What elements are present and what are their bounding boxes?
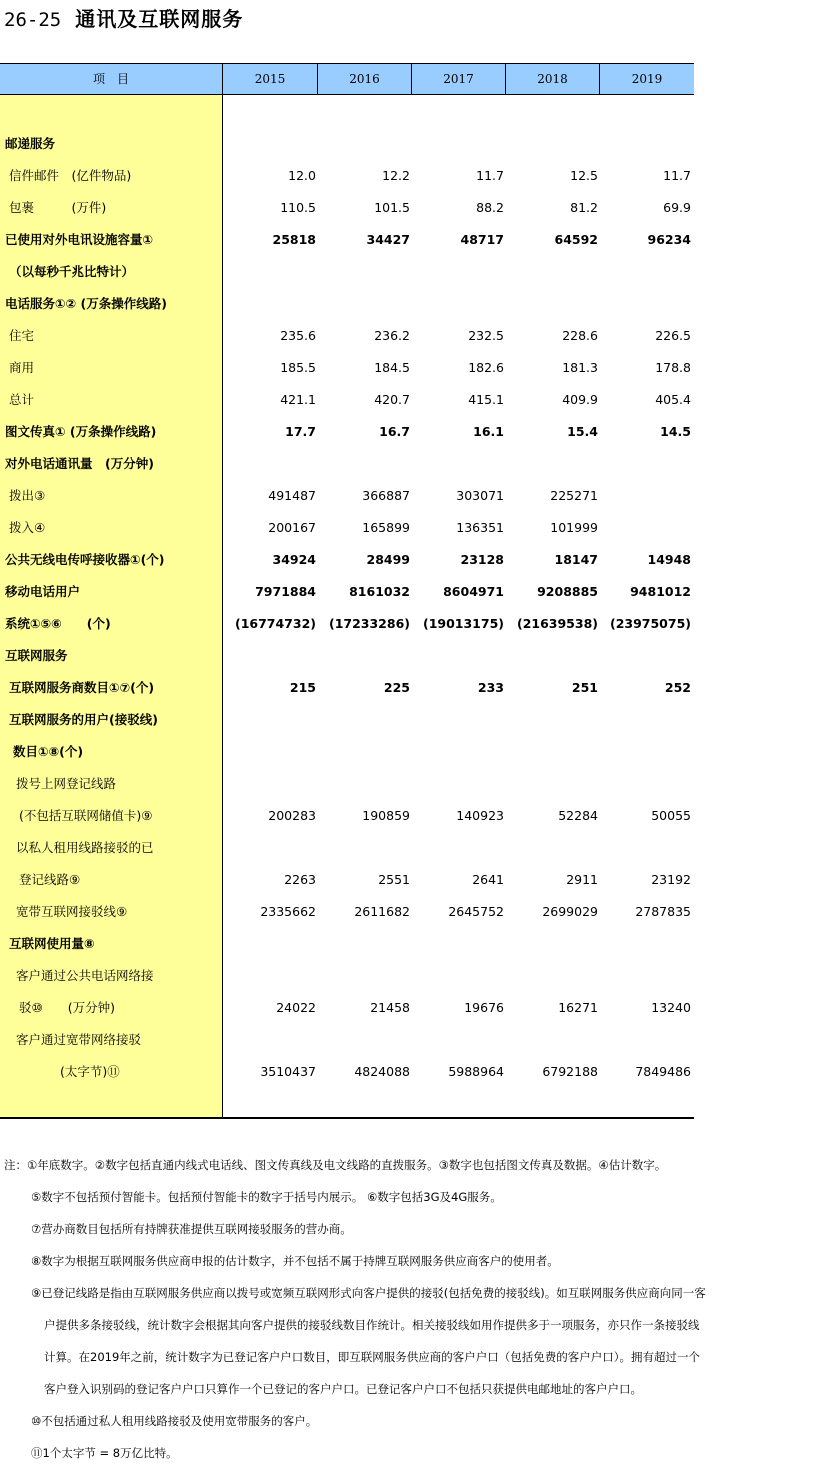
cell-value: 235.6 — [280, 328, 316, 343]
cell-value: 13240 — [651, 1000, 691, 1015]
cell-value — [226, 1024, 316, 1056]
cell-value: 232.5 — [468, 328, 504, 343]
cell-value: 2335662 — [260, 904, 316, 919]
cell-value — [601, 704, 691, 736]
cell-value: 16.1 — [473, 424, 504, 439]
cell-value: 34427 — [366, 232, 410, 247]
cell-value: 421.1 — [280, 392, 316, 407]
cell-value: 21458 — [370, 1000, 410, 1015]
table-row — [0, 928, 694, 960]
header-year: 2019 — [631, 72, 663, 86]
row-label: 商用 — [9, 360, 35, 375]
cell-value: 2911 — [566, 872, 598, 887]
cell-value: 420.7 — [374, 392, 410, 407]
row-label: 系统①⑤⑥ (个) — [5, 616, 111, 631]
row-label: 邮递服务 — [5, 136, 56, 151]
cell-value: 8604971 — [443, 584, 504, 599]
cell-value: 2641 — [472, 872, 504, 887]
table-row — [0, 224, 694, 256]
cell-value: 12.5 — [570, 168, 598, 183]
cell-value — [601, 288, 691, 320]
cell-value — [601, 256, 691, 288]
cell-value: 11.7 — [476, 168, 504, 183]
row-label: 数目①⑧(个) — [13, 744, 84, 759]
cell-value — [508, 640, 598, 672]
cell-value: 23128 — [460, 552, 504, 567]
table-row — [0, 192, 694, 224]
cell-value: (21639538) — [516, 616, 598, 631]
cell-value — [508, 928, 598, 960]
row-label: 包裹 (万件) — [9, 200, 107, 215]
cell-value: 64592 — [554, 232, 598, 247]
table-row — [0, 832, 694, 864]
row-label: 电话服务①② (万条操作线路) — [5, 296, 167, 311]
row-label: （以每秒千兆比特计） — [9, 264, 135, 279]
cell-value: 2699029 — [542, 904, 598, 919]
table-row — [0, 448, 694, 480]
cell-value: 252 — [664, 680, 691, 695]
cell-value — [601, 1024, 691, 1056]
cell-value — [320, 288, 410, 320]
cell-value: 185.5 — [280, 360, 316, 375]
cell-value: 181.3 — [562, 360, 598, 375]
header-year: 2016 — [349, 72, 380, 86]
table-row — [0, 992, 694, 1024]
table-row — [0, 320, 694, 352]
cell-value — [320, 832, 410, 864]
header-item: 项 目 — [92, 72, 129, 86]
header-year: 2017 — [443, 72, 474, 86]
cell-value: 2611682 — [354, 904, 410, 919]
cell-value: 136351 — [456, 520, 504, 535]
table-row — [0, 672, 694, 704]
row-label: 客户通过公共电话网络接 — [16, 968, 154, 983]
footnote-line: ⑤数字不包括预付智能卡。包括预付智能卡的数字于括号内展示。 ⑥数字包括3G及4G服务。 — [31, 1190, 502, 1204]
cell-value — [601, 832, 691, 864]
cell-value: 2645752 — [448, 904, 504, 919]
table-row — [0, 864, 694, 896]
row-label: 移动电话用户 — [5, 584, 81, 599]
cell-value: 12.0 — [288, 168, 316, 183]
cell-value: 88.2 — [476, 200, 504, 215]
cell-value: 184.5 — [374, 360, 410, 375]
table-row — [0, 640, 694, 672]
cell-value: 233 — [477, 680, 504, 695]
row-label: 登记线路⑨ — [19, 872, 81, 887]
cell-value — [601, 512, 691, 544]
footnote-line: 计算。在2019年之前，统计数字为已登记客户户口数目，即互联网服务供应商的客户户口（包括免费的客户户口）。拥有超过一个 — [44, 1350, 701, 1364]
cell-value — [226, 640, 316, 672]
cell-value — [320, 928, 410, 960]
footnote-line: ⑩不包括通过私人租用线路接驳及使用宽带服务的客户。 — [31, 1414, 318, 1428]
row-label: 互联网使用量⑧ — [9, 936, 95, 951]
cell-value — [508, 1024, 598, 1056]
cell-value — [601, 928, 691, 960]
row-label: 总计 — [9, 392, 35, 407]
cell-value — [226, 256, 316, 288]
cell-value — [414, 928, 504, 960]
table-row — [0, 416, 694, 448]
cell-value — [601, 768, 691, 800]
row-label: 已使用对外电讯设施容量① — [5, 232, 154, 247]
cell-value: 16271 — [558, 1000, 598, 1015]
table-row — [0, 480, 694, 512]
row-label: 拨出③ — [9, 488, 46, 503]
cell-value — [508, 768, 598, 800]
cell-value — [414, 704, 504, 736]
cell-value — [414, 640, 504, 672]
cell-value: (19013175) — [422, 616, 504, 631]
cell-value: 140923 — [456, 808, 504, 823]
cell-value — [414, 768, 504, 800]
footnote-line: ⑨已登记线路是指由互联网服务供应商以拨号或宽频互联网形式向客户提供的接驳(包括免费的接驳线)。如互联网服务供应商向同一客 — [31, 1286, 706, 1300]
row-label: 互联网服务商数目①⑦(个) — [9, 680, 155, 695]
footnote-line: ⑪1个太字节 = 8万亿比特。 — [31, 1446, 178, 1460]
cell-value — [226, 768, 316, 800]
cell-value — [601, 736, 691, 768]
cell-value — [508, 288, 598, 320]
cell-value — [414, 288, 504, 320]
row-label: 客户通过宽带网络接驳 — [16, 1032, 142, 1047]
cell-value — [601, 128, 691, 160]
row-label: (太字节)⑪ — [60, 1064, 120, 1079]
cell-value — [508, 256, 598, 288]
table-row — [0, 736, 694, 768]
table-row — [0, 384, 694, 416]
row-label: 公共无线电传呼接收器①(个) — [5, 552, 165, 567]
cell-value — [414, 960, 504, 992]
cell-value: 251 — [571, 680, 598, 695]
cell-value — [320, 960, 410, 992]
footnote-line: 注：①年底数字。②数字包括直通内线式电话线、图文传真线及电文线路的直拨服务。③数字也包括图文传真及数据。④估计数字。 — [4, 1158, 667, 1172]
table-row — [0, 896, 694, 928]
table-row — [0, 768, 694, 800]
row-label: 图文传真① (万条操作线路) — [5, 424, 157, 439]
table-header — [0, 63, 694, 95]
cell-value: 303071 — [456, 488, 504, 503]
table-row — [0, 160, 694, 192]
row-label: 互联网服务 — [5, 648, 68, 663]
cell-value: 9481012 — [630, 584, 691, 599]
cell-value: (17233286) — [328, 616, 410, 631]
cell-value — [414, 256, 504, 288]
cell-value — [320, 640, 410, 672]
cell-value — [414, 448, 504, 480]
row-label: 拨号上网登记线路 — [16, 776, 117, 791]
footnote-line: ⑧数字为根据互联网服务供应商申报的估计数字，并不包括不属于持牌互联网服务供应商客户的使用者。 — [31, 1254, 559, 1268]
cell-value: 7849486 — [635, 1064, 691, 1079]
header-year: 2015 — [254, 72, 286, 86]
cell-value — [320, 128, 410, 160]
cell-value: 18147 — [554, 552, 598, 567]
cell-value: 2551 — [378, 872, 410, 887]
table-row — [0, 960, 694, 992]
cell-value — [414, 736, 504, 768]
row-label: 宽带互联网接驳线⑨ — [16, 904, 128, 919]
cell-value: (16774732) — [234, 616, 316, 631]
cell-value: 236.2 — [374, 328, 410, 343]
cell-value: 2263 — [284, 872, 316, 887]
cell-value: 366887 — [362, 488, 410, 503]
cell-value — [226, 704, 316, 736]
cell-value: 48717 — [460, 232, 504, 247]
cell-value: 200283 — [268, 808, 316, 823]
footnote-line: ⑦营办商数目包括所有持牌获准提供互联网接驳服务的营办商。 — [31, 1222, 352, 1236]
cell-value — [226, 960, 316, 992]
cell-value — [414, 128, 504, 160]
cell-value — [320, 768, 410, 800]
cell-value: 17.7 — [285, 424, 316, 439]
cell-value: 15.4 — [567, 424, 598, 439]
cell-value: 50055 — [651, 808, 691, 823]
cell-value — [414, 1024, 504, 1056]
cell-value: 5988964 — [448, 1064, 504, 1079]
cell-value — [226, 448, 316, 480]
cell-value — [226, 928, 316, 960]
cell-value: 200167 — [268, 520, 316, 535]
cell-value: 9208885 — [537, 584, 598, 599]
cell-value — [508, 704, 598, 736]
cell-value: 96234 — [647, 232, 691, 247]
cell-value: 24022 — [276, 1000, 316, 1015]
row-label: 住宅 — [9, 328, 35, 343]
cell-value — [320, 1024, 410, 1056]
table-row — [0, 256, 694, 288]
cell-value: 19676 — [464, 1000, 504, 1015]
cell-value: 2787835 — [635, 904, 691, 919]
cell-value: 415.1 — [468, 392, 504, 407]
cell-value — [414, 832, 504, 864]
page-title — [4, 4, 243, 34]
cell-value: 190859 — [362, 808, 410, 823]
cell-value: 28499 — [366, 552, 410, 567]
footnote-line: 户提供多条接驳线，统计数字会根据其向客户提供的接驳线数目作统计。相关接驳线如用作提供多于一项服务，亦只作一条接驳线 — [44, 1318, 700, 1332]
table-row — [0, 704, 694, 736]
cell-value — [320, 256, 410, 288]
cell-value: 491487 — [268, 488, 316, 503]
table-row — [0, 1024, 694, 1056]
cell-value: 4824088 — [354, 1064, 410, 1079]
row-label: 驳⑩ (万分钟) — [19, 1000, 115, 1015]
cell-value: 165899 — [362, 520, 410, 535]
cell-value: 12.2 — [382, 168, 410, 183]
cell-value — [226, 128, 316, 160]
header-year: 2018 — [537, 72, 568, 86]
cell-value: 8161032 — [349, 584, 410, 599]
cell-value: 25818 — [272, 232, 316, 247]
cell-value — [320, 736, 410, 768]
cell-value: 11.7 — [663, 168, 691, 183]
cell-value: 178.8 — [655, 360, 691, 375]
table-row — [0, 608, 694, 640]
cell-value: 3510437 — [260, 1064, 316, 1079]
table-row — [0, 512, 694, 544]
table-row — [0, 352, 694, 384]
cell-value — [508, 832, 598, 864]
row-label: 拨入④ — [9, 520, 46, 535]
row-label: 信件邮件 (亿件物品) — [9, 168, 132, 183]
table-row — [0, 544, 694, 576]
table-row — [0, 1056, 694, 1088]
cell-value: 81.2 — [570, 200, 598, 215]
cell-value: 405.4 — [655, 392, 691, 407]
cell-value: 226.5 — [655, 328, 691, 343]
row-label: (不包括互联网储值卡)⑨ — [19, 808, 153, 823]
table-bottom-border — [0, 1117, 694, 1119]
cell-value: 101.5 — [374, 200, 410, 215]
row-label: 互联网服务的用户(接驳线) — [9, 712, 158, 727]
statistics-table — [0, 63, 694, 1118]
cell-value: 228.6 — [562, 328, 598, 343]
cell-value: 101999 — [550, 520, 598, 535]
cell-value: 225 — [383, 680, 410, 695]
cell-value: 69.9 — [663, 200, 691, 215]
cell-value — [226, 736, 316, 768]
cell-value: 52284 — [558, 808, 598, 823]
cell-value — [601, 960, 691, 992]
cell-value: 225271 — [550, 488, 598, 503]
cell-value: 6792188 — [542, 1064, 598, 1079]
cell-value: 7971884 — [255, 584, 316, 599]
row-label: 以私人租用线路接驳的已 — [16, 840, 154, 855]
cell-value — [508, 448, 598, 480]
cell-value — [601, 640, 691, 672]
cell-value — [508, 736, 598, 768]
cell-value — [508, 128, 598, 160]
cell-value: 16.7 — [379, 424, 410, 439]
cell-value — [508, 960, 598, 992]
footnote-line: 客户登入识别码的登记客户户口只算作一个已登记的客户户口。已登记客户户口不包括只获提供电邮地址的客户户口。 — [44, 1382, 642, 1396]
table-code: 26-25 — [4, 9, 62, 31]
cell-value: 182.6 — [468, 360, 504, 375]
table-name: 通讯及互联网服务 — [75, 7, 244, 31]
cell-value — [320, 448, 410, 480]
cell-value: 409.9 — [562, 392, 598, 407]
table-row — [0, 128, 694, 160]
cell-value — [320, 704, 410, 736]
cell-value: 110.5 — [280, 200, 316, 215]
cell-value: 215 — [289, 680, 316, 695]
cell-value — [601, 480, 691, 512]
row-label: 对外电话通讯量 (万分钟) — [5, 456, 154, 471]
cell-value: 14948 — [647, 552, 691, 567]
table-row — [0, 800, 694, 832]
table-row — [0, 288, 694, 320]
cell-value: 14.5 — [660, 424, 691, 439]
table-row — [0, 576, 694, 608]
cell-value: (23975075) — [609, 616, 691, 631]
cell-value — [226, 832, 316, 864]
cell-value: 34924 — [272, 552, 316, 567]
cell-value — [226, 288, 316, 320]
cell-value — [601, 448, 691, 480]
cell-value: 23192 — [651, 872, 691, 887]
